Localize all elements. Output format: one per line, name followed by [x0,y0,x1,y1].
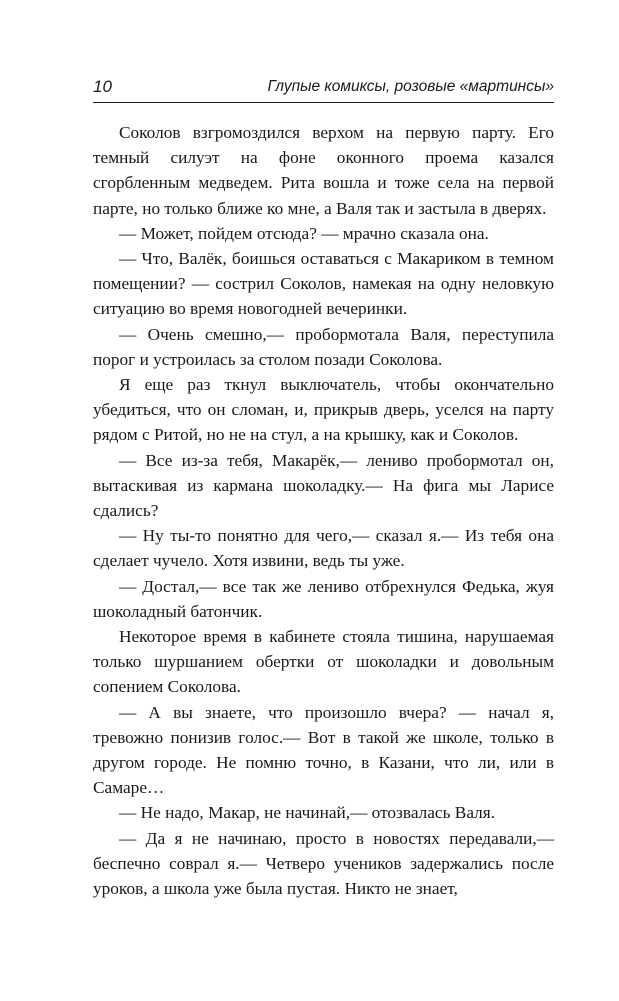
paragraph: — Что, Валёк, боишься оставаться с Макариком в темном помещении? — сострил Соколов, намекая на одну неловкую ситуацию во время новогодней вечеринки. [93,249,554,319]
paragraph: — Очень смешно,— пробормотала Валя, переступила порог и устроилась за столом позади Соколова. [93,324,554,369]
paragraph: — Достал,— все так же лениво отбрехнулся Федька, жуя шоколадный батончик. [93,576,554,621]
paragraph: — Да я не начинаю, просто в новостях передавали,— беспечно соврал я.— Четверо учеников задержались после уроков, а школа уже была пустая. Никто не знает, [93,828,554,899]
header-rule [93,102,554,103]
paragraph: Соколов взгромоздился верхом на первую парту. Его темный силуэт на фоне оконного проема казался сгорбленным медведем. Рита вошла и тоже села на первой парте, но только ближе ко мне, а Валя так и застыла в дверях. [93,123,554,218]
paragraph: Некоторое время в кабинете стояла тишина, нарушаемая только шуршанием обертки от шоколадки и довольным сопением Соколова. [93,627,554,697]
paragraph: Я еще раз ткнул выключатель, чтобы окончательно убедиться, что он сломан, и, прикрыв дверь, уселся на парту рядом с Ритой, но не на стул, а на крышку, как и Соколов. [93,375,554,445]
paragraph: — Не надо, Макар, не начинай,— отозвалась Валя. [119,803,496,823]
page-number: 10 [93,77,112,96]
paragraph: — Ну ты-то понятно для чего,— сказал я.— Из тебя она сделает чучело. Хотя извини, ведь ты уже. [93,526,554,571]
running-head [93,76,554,98]
paragraph: — Может, пойдем отсюда? — мрачно сказала она. [119,223,489,243]
book-title: Глупые комиксы, розовые «мартинсы» [267,78,554,95]
paragraph: — Все из-за тебя, Макарёк,— лениво пробормотал он, вытаскивая из кармана шоколадку.— На фига мы Ларисе сдались? [93,450,554,521]
paragraph: — А вы знаете, что произошло вчера? — начал я, тревожно понизив голос.— Вот в такой же школе, только в другом городе. Не помню точно, в Казани, что ли, или в Самаре… [93,702,554,798]
body-text [93,120,554,901]
